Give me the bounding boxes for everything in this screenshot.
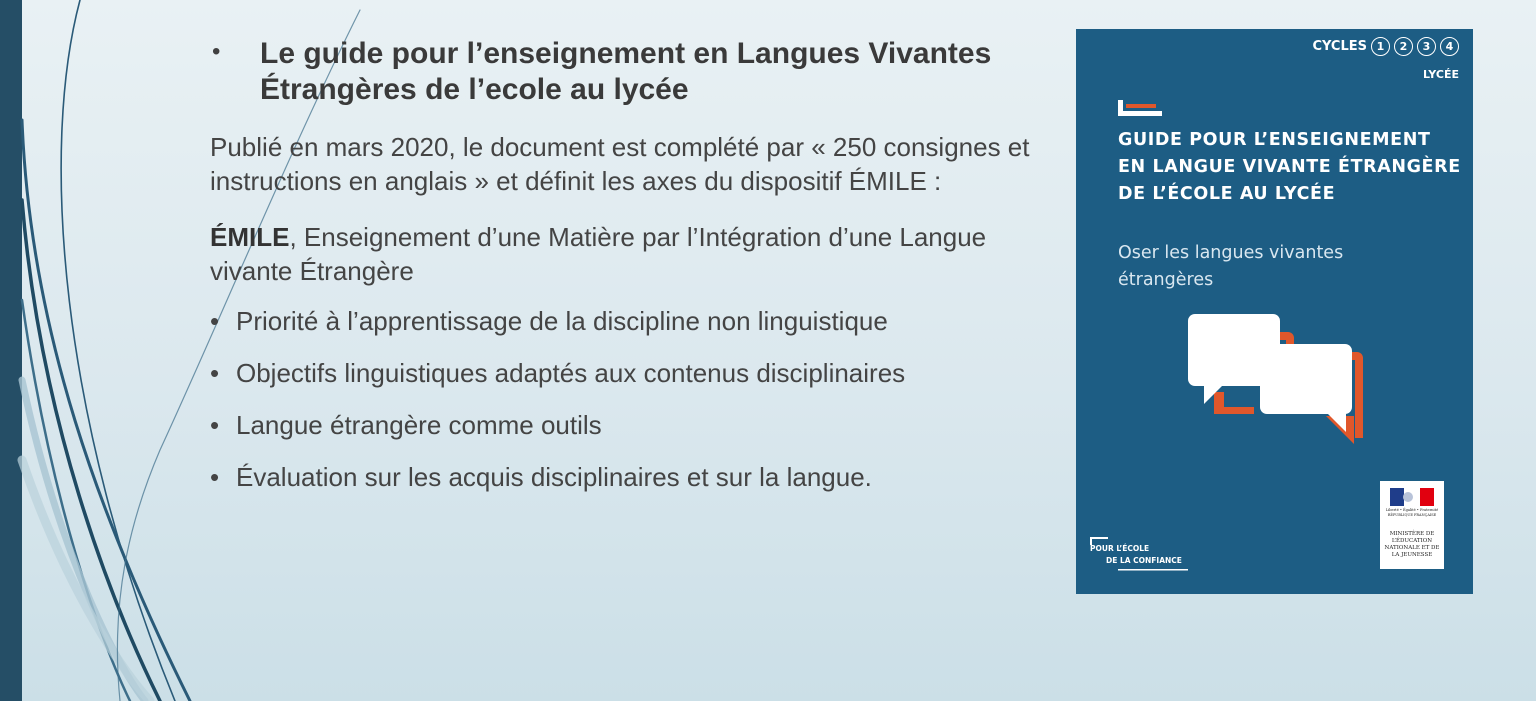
cover-subtitle: Oser les langues vivantes étrangères xyxy=(1118,243,1344,290)
ministry-logo xyxy=(1380,481,1444,569)
list-item xyxy=(210,304,1040,338)
emile-definition: , Enseignement d’une Matière par l’Intégration d’une Langue vivante Étrangère xyxy=(210,222,987,286)
marianne-flag-icon xyxy=(1390,488,1434,506)
cover-title: GUIDE POUR L’ENSEIGNEMENT EN LANGUE VIVANTE ÉTRANGÈRE DE L’ÉCOLE AU LYCÉE xyxy=(1118,130,1461,204)
cycles-label: CYCLES xyxy=(1312,39,1367,54)
list-item-text: Priorité à l’apprentissage de la discipline non linguistique xyxy=(236,306,888,336)
heading-bullet: • xyxy=(212,38,221,65)
list-bullet: • xyxy=(210,410,220,440)
cycle-number: 4 xyxy=(1440,37,1459,56)
list-item xyxy=(210,408,1040,442)
cycles-badge xyxy=(1312,37,1459,56)
list-item-text: Évaluation sur les acquis disciplinaires et sur la langue. xyxy=(236,462,872,492)
guide-cover-image xyxy=(1076,29,1473,594)
level-label: LYCÉE xyxy=(1423,68,1459,81)
cycle-number: 2 xyxy=(1394,37,1413,56)
intro-paragraph: Publié en mars 2020, le document est complété par « 250 consignes et instructions en anglais » et définit les axes du dispositif ÉMILE : xyxy=(210,132,1030,196)
slide-content xyxy=(210,36,1040,512)
list-bullet: • xyxy=(210,306,220,336)
ministry-name: MINISTÈRE DE L’ÉDUCATION NATIONALE ET DE LA JEUNESSE xyxy=(1384,531,1440,558)
emile-term: ÉMILE xyxy=(210,222,290,252)
confiance-logo-line1: POUR L’ÉCOLE xyxy=(1090,544,1150,553)
list-bullet: • xyxy=(210,462,220,492)
heading-row xyxy=(210,36,1040,108)
list-item-text: Objectifs linguistiques adaptés aux contenus disciplinaires xyxy=(236,358,906,388)
cycle-number: 3 xyxy=(1417,37,1436,56)
confiance-logo-line2: DE LA CONFIANCE xyxy=(1106,556,1182,565)
list-item xyxy=(210,356,1040,390)
list-item-text: Langue étrangère comme outils xyxy=(236,410,602,440)
cycle-number: 1 xyxy=(1371,37,1390,56)
confiance-logo-lines xyxy=(1088,534,1188,574)
slide-heading: Le guide pour l’enseignement en Langues Vivantes Étrangères de l’ecole au lycée xyxy=(260,37,992,106)
list-item xyxy=(210,460,1040,494)
speech-bubbles-icon xyxy=(1186,312,1371,447)
republique-caption: Liberté • Égalité • Fraternité RÉPUBLIQUE FRANÇAISE xyxy=(1385,508,1439,517)
cover-title-mark xyxy=(1118,100,1162,116)
list-bullet: • xyxy=(210,358,220,388)
emile-definition-paragraph xyxy=(210,220,1040,288)
axes-list xyxy=(210,304,1040,494)
